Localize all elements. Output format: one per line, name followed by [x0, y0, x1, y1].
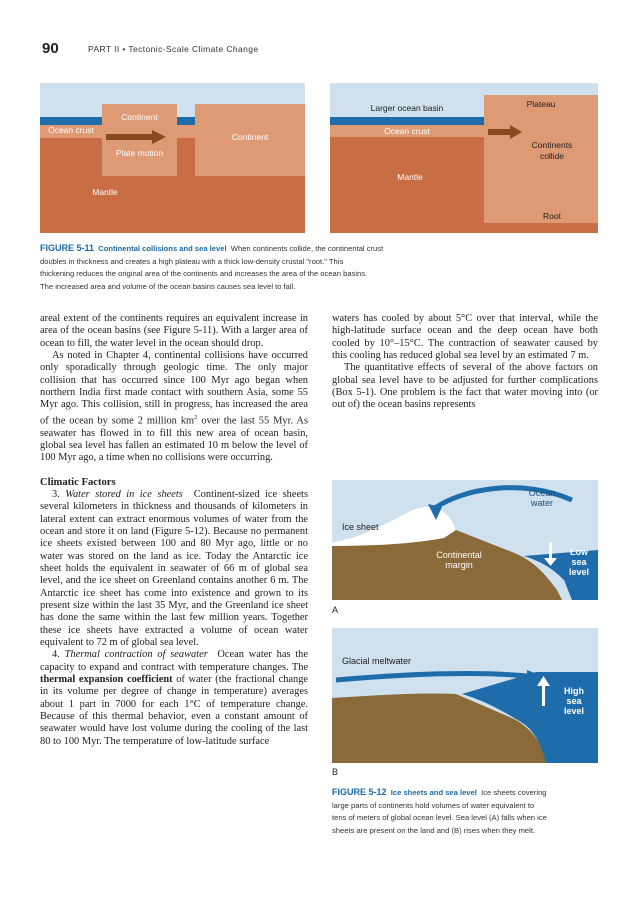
paragraph: waters has cooled by about 5°C over that interval, while the high-latitude surface ocean and the deep ocean have both cooled by 10°–15°C. The contraction of seawater caused by this cooling has reduced global sea level by an estimated 7 m.	[332, 313, 598, 362]
paragraph: areal extent of the continents requires an equivalent increase in area of the ocean basins (see Figure 5-11). With a larger area of ocean to fill, the water level in the ocean should drop.	[40, 313, 308, 349]
ocean-water	[330, 117, 484, 125]
figure-5-11-label: FIGURE 5-11	[40, 243, 95, 253]
running-header: PART II • Tectonic-Scale Climate Change	[88, 44, 259, 54]
item-title: Thermal contraction of seawater	[64, 649, 208, 661]
label-line: Low	[570, 547, 588, 557]
label-continent-1: Continent	[121, 112, 158, 122]
label-ocean-crust-left: Ocean crust	[48, 125, 94, 135]
caption-line: sheets are present on the land and (B) rises when they melt.	[332, 825, 536, 835]
label-line: level	[563, 706, 585, 716]
text-run: Continent-sized ice sheets several kilometers in thickness and thousands of kilometers in lateral extent can extract enormous volumes of water from the ocean and store it on land (Figure 5-12). Because no permanent ice sheets existed between 100 and 80 Myr ago, little or no water was stored on the land as ice. Today the Antarctic ice sheet holds the equivalent in seawater of 66 m of global sea level, and the ice sheet on Greenland contains another 6 m. The Antarctic ice sheet has come into existence and grown to its present size within the last 35 Myr, and the Greenland ice sheet has done the same within the last few million years. Together these ice sheets have extracted a volume of ocean water equivalent to 72 m of global sea level.	[40, 488, 308, 649]
label-line: sea	[571, 557, 587, 567]
label-continents: Continents	[531, 140, 573, 150]
label-continental-margin	[424, 550, 494, 570]
label-plateau: Plateau	[526, 99, 556, 109]
caption-line: large parts of continents hold volumes of water equivalent to	[332, 800, 535, 810]
label-line: Ocean	[528, 488, 556, 498]
label-line: sea	[566, 696, 582, 706]
figure-5-11-right-panel	[330, 83, 598, 233]
panel-a-tag: A	[332, 605, 339, 615]
label-ocean-water	[512, 488, 572, 508]
label-glacial-meltwater: Glacial meltwater	[342, 656, 412, 666]
page-number: 90	[42, 40, 59, 57]
item-title: Water stored in ice sheets	[65, 488, 183, 500]
text-run: of water (the fractional change in its volume per degree of change in temperature) averages about 1 part in 7000 for each 1°C of temperature change. Because of this thermal behavior, even a constant amount of seawater would have lost volume during the cooling of the last 80 to 100 Myr. The temperature of low-latitude surface	[40, 674, 309, 747]
figure-5-11-title: Continental collisions and sea level	[98, 244, 227, 253]
left-column-text	[40, 313, 308, 748]
label-line: water	[530, 498, 553, 508]
ocean-crust-middle	[177, 125, 195, 138]
caption-line: Ice sheets covering	[481, 788, 547, 797]
label-plate-motion: Plate motion	[115, 148, 164, 158]
figure-5-12-panel-a	[332, 480, 598, 600]
label-continent-2: Continent	[231, 132, 269, 142]
label-line: Continental	[436, 550, 482, 560]
figure-5-11-caption	[40, 242, 600, 293]
figure-5-12-caption	[332, 786, 600, 837]
ocean-water-left	[40, 117, 102, 125]
caption-line: The increased area and volume of the ocean basins causes sea level to fall.	[40, 281, 296, 291]
ocean-water-middle	[177, 117, 195, 125]
down-arrow-shaft	[549, 542, 552, 560]
label-ice-sheet: Ice sheet	[342, 522, 379, 532]
paragraph: The quantitative effects of several of the above factors on global sea level have to be adjusted for further complications (Box 5-1). One problem is the fact that water moving into (or out of) the ocean basins represents	[332, 362, 598, 411]
figure-5-12-panel-b	[332, 628, 598, 763]
caption-line: thickening reduces the original area of the continents and increases the area of the ocean basins.	[40, 269, 368, 278]
section-heading: Climatic Factors	[40, 476, 116, 488]
figure-5-11-left-panel	[40, 83, 305, 233]
right-column-text	[332, 313, 598, 412]
figure-5-11-left-diagram	[40, 83, 305, 233]
panel-b-tag: B	[332, 767, 339, 777]
paragraph	[40, 649, 308, 748]
label-mantle-right: Mantle	[397, 172, 423, 182]
label-line: High	[564, 686, 584, 696]
item-number: 3.	[52, 488, 60, 500]
text-run: over the last 55 Myr. As seawater has flowed in to fill this new area of ocean basin, global sea level has fallen an estimated 10 m below the level of 100 Myr ago, a time when no collisions were occurring.	[40, 415, 308, 464]
text-run: As noted in Chapter 4, continental collisions have occurred only sporadically through geologic time. The only major collision that has occurred since 100 Myr ago began when northern India first made contact with southern Asia, some 55 Myr ago. This collision, still in progress, has increased the area of the ocean by some 2 million km	[40, 350, 308, 427]
bold-term: thermal expansion coefficient	[40, 674, 173, 686]
superscript: 2	[194, 413, 198, 421]
paragraph	[40, 350, 308, 465]
label-collide: collide	[539, 151, 565, 161]
figure-5-12-title: Ice sheets and sea level	[390, 788, 477, 797]
caption-line: tens of meters of global ocean level. Sea level (A) falls when ice	[332, 813, 547, 822]
label-line: margin	[445, 560, 473, 570]
item-number: 4.	[52, 649, 60, 661]
caption-line: When continents collide, the continental crust	[230, 244, 384, 253]
paragraph	[40, 489, 308, 649]
label-line: level	[568, 567, 590, 577]
label-mantle-left: Mantle	[92, 187, 118, 197]
label-larger-ocean-basin: Larger ocean basin	[370, 103, 444, 113]
caption-line: doubles in thickness and creates a high plateau with a thick low-density crustal "root." This	[40, 256, 344, 266]
label-ocean-crust-right: Ocean crust	[384, 126, 430, 136]
label-root: Root	[543, 211, 561, 221]
figure-5-12-label: FIGURE 5-12	[332, 787, 387, 797]
up-arrow-shaft	[542, 686, 545, 706]
text-run: Ocean water has the capacity to expand and contract with temperature changes. The	[40, 649, 308, 673]
label-low-sea-level	[562, 547, 596, 577]
label-high-sea-level	[556, 686, 592, 716]
